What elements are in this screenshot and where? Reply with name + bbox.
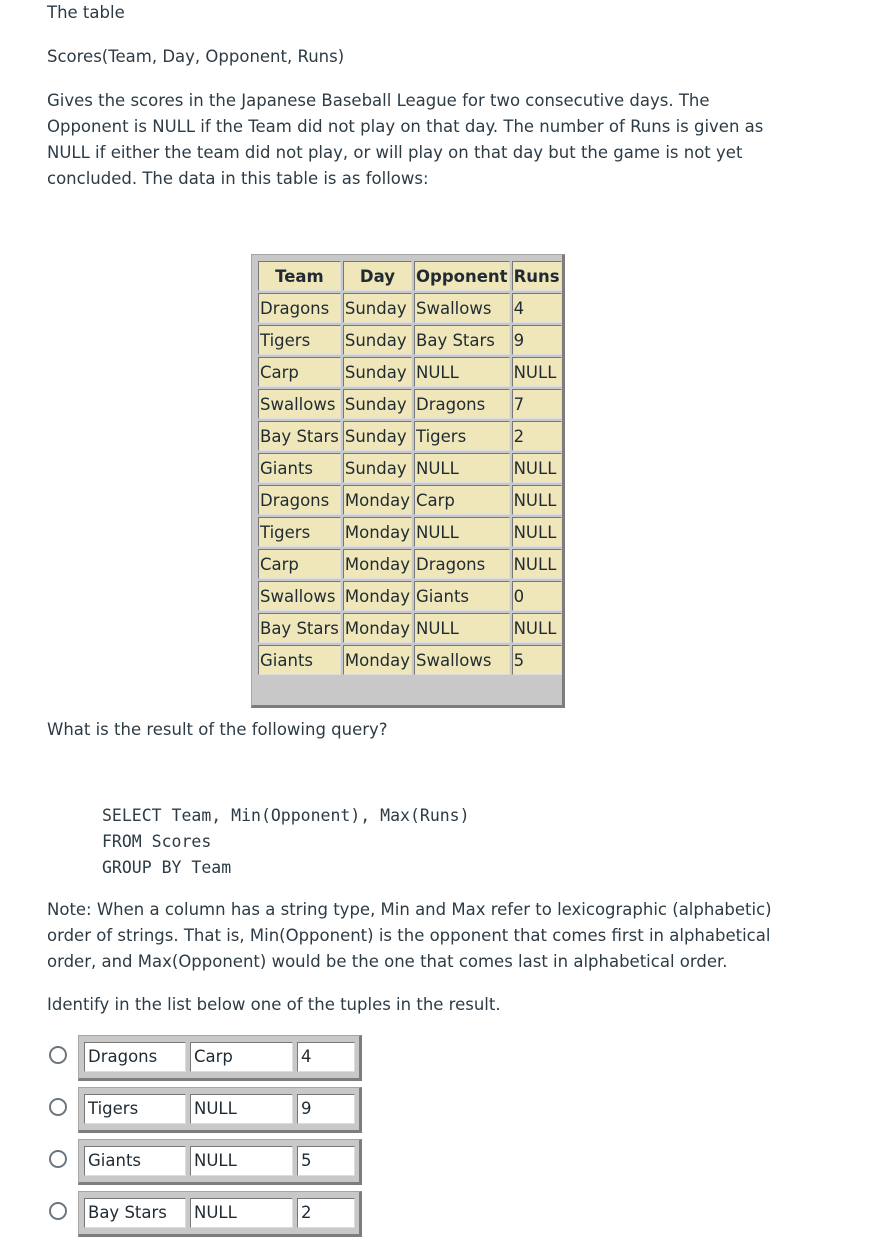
cell-team: Dragons <box>258 293 341 323</box>
table-row <box>258 613 562 643</box>
cell-day: Monday <box>343 549 412 579</box>
cell-opponent: Tigers <box>414 421 510 451</box>
cell-runs: 0 <box>512 581 562 611</box>
tuple-team: Tigers <box>84 1094 186 1124</box>
answer-tuple <box>78 1087 362 1133</box>
cell-team: Tigers <box>258 325 341 355</box>
cell-team: Swallows <box>258 389 341 419</box>
cell-runs: NULL <box>512 485 562 515</box>
description-line: Opponent is NULL if the Team did not play on that day. The number of Runs is given as <box>47 117 764 136</box>
tuple-max-runs: 5 <box>297 1146 355 1176</box>
description-line: Gives the scores in the Japanese Baseball League for two consecutive days. The <box>47 91 710 110</box>
table-row <box>258 581 562 611</box>
tuple-min-opponent: NULL <box>190 1094 293 1124</box>
cell-day: Monday <box>343 613 412 643</box>
schema-text: Scores(Team, Day, Opponent, Runs) <box>47 47 345 66</box>
cell-opponent: Giants <box>414 581 510 611</box>
cell-runs: NULL <box>512 357 562 387</box>
cell-day: Sunday <box>343 293 412 323</box>
cell-runs: NULL <box>512 549 562 579</box>
cell-team: Giants <box>258 453 341 483</box>
cell-opponent: Carp <box>414 485 510 515</box>
answer-tuple <box>78 1139 362 1185</box>
answer-option[interactable] <box>49 1139 369 1185</box>
table-row <box>258 389 562 419</box>
cell-runs: NULL <box>512 517 562 547</box>
note-line: order, and Max(Opponent) would be the one that comes last in alphabetical order. <box>47 952 728 971</box>
column-header-runs: Runs <box>512 261 562 291</box>
cell-day: Monday <box>343 645 412 675</box>
query-line: SELECT Team, Min(Opponent), Max(Runs) <box>102 806 470 825</box>
radio-button[interactable] <box>49 1202 67 1220</box>
cell-team: Dragons <box>258 485 341 515</box>
cell-runs: NULL <box>512 613 562 643</box>
cell-day: Sunday <box>343 389 412 419</box>
cell-runs: 4 <box>512 293 562 323</box>
cell-opponent: NULL <box>414 453 510 483</box>
scores-table-frame <box>251 254 565 708</box>
cell-opponent: Swallows <box>414 645 510 675</box>
cell-team: Carp <box>258 357 341 387</box>
answer-option[interactable] <box>49 1087 369 1133</box>
cell-day: Sunday <box>343 357 412 387</box>
column-header-team: Team <box>258 261 341 291</box>
table-row <box>258 549 562 579</box>
cell-opponent: Dragons <box>414 389 510 419</box>
note-line: Note: When a column has a string type, Min and Max refer to lexicographic (alphabetic) <box>47 900 772 919</box>
tuple-min-opponent: NULL <box>190 1198 293 1228</box>
table-body <box>258 293 562 675</box>
scores-table <box>256 259 564 677</box>
tuple-team: Bay Stars <box>84 1198 186 1228</box>
table-row <box>258 453 562 483</box>
note-line: order of strings. That is, Min(Opponent) is the opponent that comes first in alphabetical <box>47 926 771 945</box>
instruction-text: Identify in the list below one of the tuples in the result. <box>47 995 501 1014</box>
answer-option[interactable] <box>49 1191 369 1237</box>
answer-option[interactable] <box>49 1035 369 1081</box>
cell-day: Sunday <box>343 453 412 483</box>
description-line: NULL if either the team did not play, or will play on that day but the game is not yet <box>47 143 743 162</box>
question-text: What is the result of the following query? <box>47 720 388 739</box>
intro-title: The table <box>47 3 125 22</box>
cell-opponent: NULL <box>414 613 510 643</box>
radio-button[interactable] <box>49 1150 67 1168</box>
cell-runs: 9 <box>512 325 562 355</box>
tuple-min-opponent: Carp <box>190 1042 293 1072</box>
cell-runs: 5 <box>512 645 562 675</box>
radio-button[interactable] <box>49 1098 67 1116</box>
tuple-team: Dragons <box>84 1042 186 1072</box>
table-row <box>258 485 562 515</box>
sql-query <box>102 803 470 881</box>
tuple-max-runs: 4 <box>297 1042 355 1072</box>
cell-team: Bay Stars <box>258 613 341 643</box>
query-line: FROM Scores <box>102 832 212 851</box>
cell-opponent: NULL <box>414 517 510 547</box>
cell-runs: NULL <box>512 453 562 483</box>
cell-day: Sunday <box>343 325 412 355</box>
cell-day: Monday <box>343 485 412 515</box>
cell-runs: 7 <box>512 389 562 419</box>
cell-day: Sunday <box>343 421 412 451</box>
table-row <box>258 325 562 355</box>
description-line: concluded. The data in this table is as follows: <box>47 169 429 188</box>
cell-team: Swallows <box>258 581 341 611</box>
answer-tuple <box>78 1035 362 1081</box>
cell-team: Giants <box>258 645 341 675</box>
cell-day: Monday <box>343 581 412 611</box>
cell-team: Carp <box>258 549 341 579</box>
cell-day: Monday <box>343 517 412 547</box>
table-row <box>258 517 562 547</box>
cell-opponent: Dragons <box>414 549 510 579</box>
tuple-max-runs: 9 <box>297 1094 355 1124</box>
cell-team: Bay Stars <box>258 421 341 451</box>
tuple-team: Giants <box>84 1146 186 1176</box>
table-header-row <box>258 261 562 291</box>
column-header-opponent: Opponent <box>414 261 510 291</box>
table-row <box>258 293 562 323</box>
table-row <box>258 645 562 675</box>
query-line: GROUP BY Team <box>102 858 232 877</box>
cell-opponent: Swallows <box>414 293 510 323</box>
cell-opponent: NULL <box>414 357 510 387</box>
column-header-day: Day <box>343 261 412 291</box>
tuple-max-runs: 2 <box>297 1198 355 1228</box>
cell-runs: 2 <box>512 421 562 451</box>
tuple-min-opponent: NULL <box>190 1146 293 1176</box>
cell-opponent: Bay Stars <box>414 325 510 355</box>
answer-tuple <box>78 1191 362 1237</box>
table-row <box>258 421 562 451</box>
table-row <box>258 357 562 387</box>
cell-team: Tigers <box>258 517 341 547</box>
radio-button[interactable] <box>49 1046 67 1064</box>
